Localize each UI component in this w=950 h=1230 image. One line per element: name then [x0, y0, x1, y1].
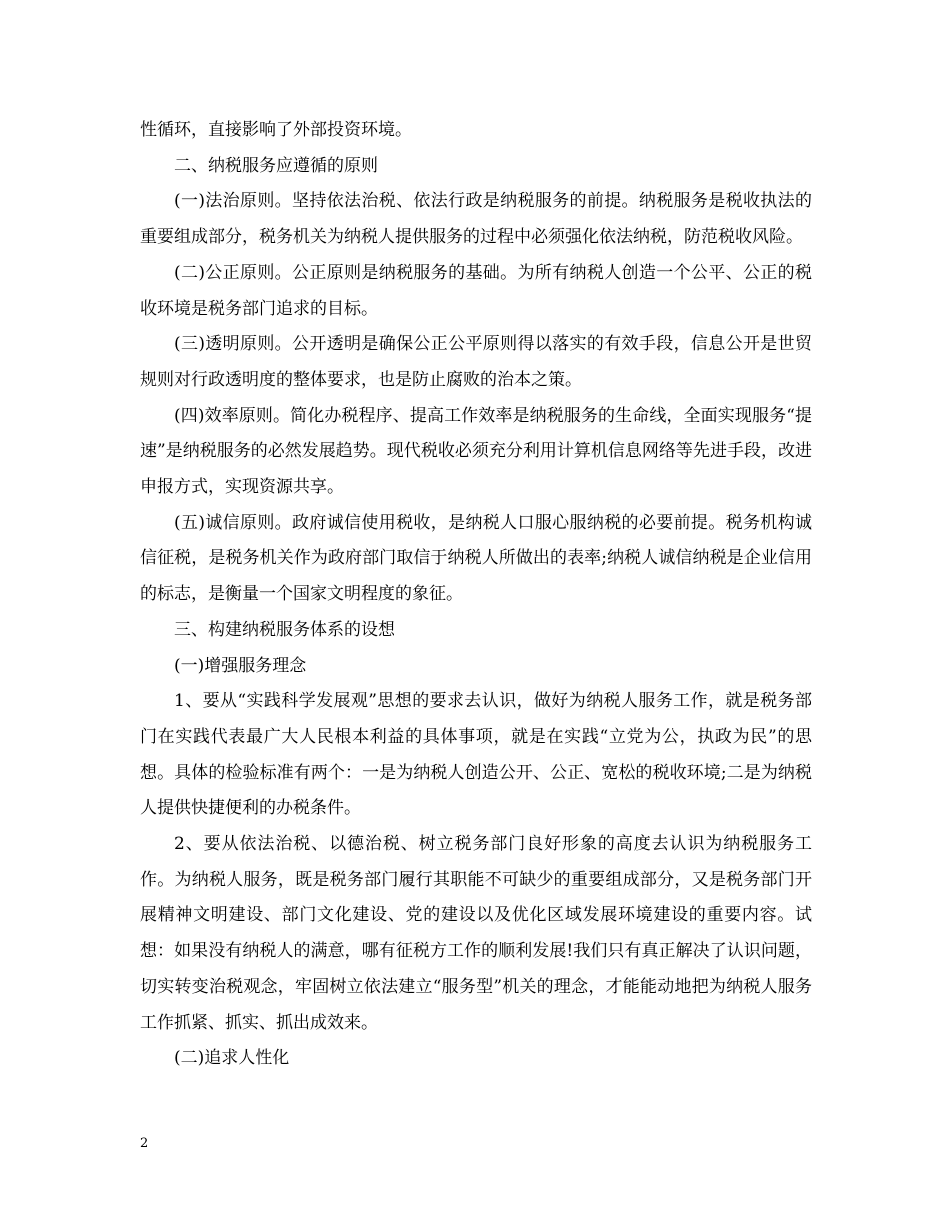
paragraph-point-1: 1、要从“实践科学发展观”思想的要求去认识，做好为纳税人服务工作，就是税务部门在实践代表最广大人民根本利益的具体事项，就是在实践“立党为公，执政为民”的思想。具体的检验标准有两个：一是为纳税人创造公开、公正、宽松的税收环境;二是为纳税人提供快捷便利的办税条件。 — [140, 691, 812, 819]
paragraph-point-2: 2、要从依法治税、以德治税、树立税务部门良好形象的高度去认识为纳税服务工作。为纳税人服务，既是税务部门履行其职能不可缺少的重要组成部分，又是税务部门开展精神文明建设、部门文化建设、党的建设以及优化区域发展环境建设的重要内容。试想：如果没有纳税人的满意，哪有征税方工作的顺利发展!我们只有真正解决了认识问题，切实转变治税观念，牢固树立依法建立“服务型”机关的理念，才能能动地把为纳税人服务工作抓紧、抓实、抓出成效来。 — [140, 834, 812, 1033]
subheading-service-concept: (一)增强服务理念 — [174, 655, 307, 676]
subheading-humanization: (二)追求人性化 — [174, 1048, 290, 1069]
section-heading-system: 三、构建纳税服务体系的设想 — [174, 619, 395, 640]
section-heading-principles: 二、纳税服务应遵循的原则 — [174, 155, 378, 176]
paragraph-integrity: (五)诚信原则。政府诚信使用税收，是纳税人口服心服纳税的必要前提。税务机构诚信征税，是税务机关作为政府部门取信于纳税人所做出的表率;纳税人诚信纳税是企业信用的标志，是衡量一个国家文明程度的象征。 — [140, 512, 812, 605]
document-body — [140, 113, 812, 1077]
paragraph-transparency: (三)透明原则。公开透明是确保公正公平原则得以落实的有效手段，信息公开是世贸规则对行政透明度的整体要求，也是防止腐败的治本之策。 — [140, 334, 812, 390]
paragraph-rule-of-law: (一)法治原则。坚持依法治税、依法行政是纳税服务的前提。纳税服务是税收执法的重要组成部分，税务机关为纳税人提供服务的过程中必须强化依法纳税，防范税收风险。 — [140, 191, 812, 248]
paragraph-fairness: (二)公正原则。公正原则是纳税服务的基础。为所有纳税人创造一个公平、公正的税收环境是税务部门追求的目标。 — [140, 262, 812, 319]
paragraph-continuation: 性循环，直接影响了外部投资环境。 — [140, 120, 412, 140]
page-number: 2 — [140, 1136, 149, 1151]
paragraph-efficiency: (四)效率原则。简化办税程序、提高工作效率是纳税服务的生命线，全面实现服务“提速”是纳税服务的必然发展趋势。现代税收必须充分利用计算机信息网络等先进手段，改进申报方式，实现资源共享。 — [140, 405, 812, 498]
